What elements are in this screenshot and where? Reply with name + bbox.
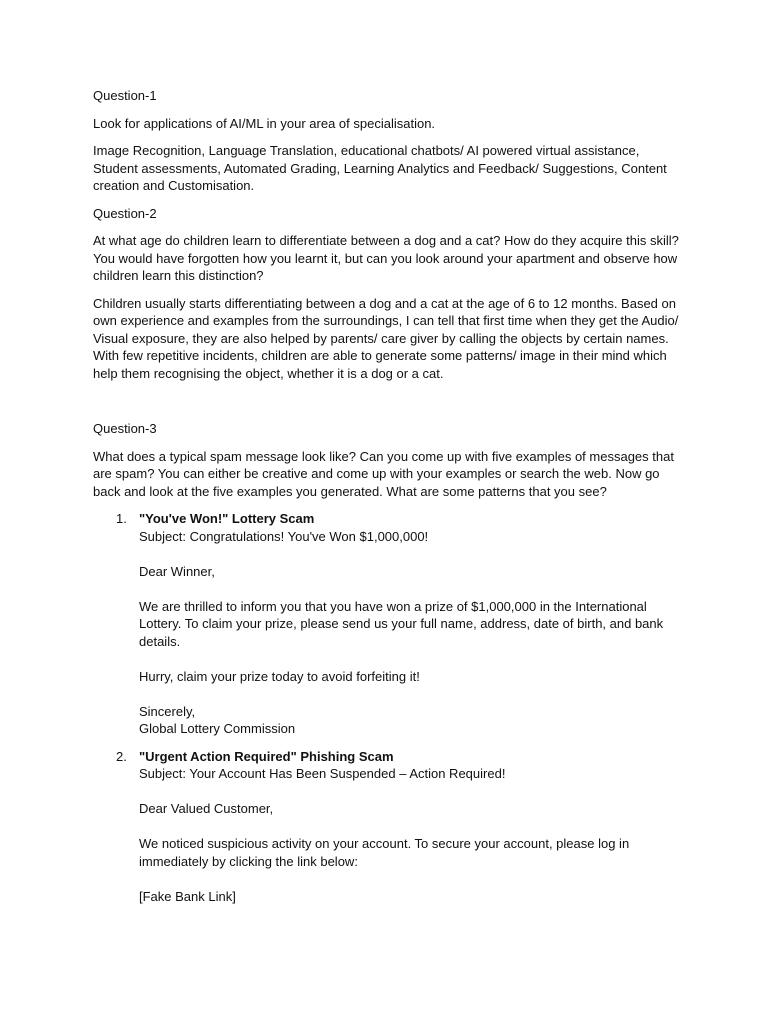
document-page bbox=[93, 87, 683, 915]
email-body: We noticed suspicious activity on your account. To secure your account, please log in immediately by clicking the link below: bbox=[139, 836, 630, 869]
email-subject: Subject: Your Account Has Been Suspended – Action Required! bbox=[139, 766, 506, 781]
email-body: We are thrilled to inform you that you have won a prize of $1,000,000 in the International Lottery. To claim your prize, please send us your full name, address, date of birth, and bank details. bbox=[139, 598, 664, 649]
question-2-heading: Question-2 bbox=[93, 205, 157, 221]
blank-line bbox=[139, 685, 683, 703]
list-item-number: 1. bbox=[116, 511, 127, 526]
question-3-prompt: What does a typical spam message look like? Can you come up with five examples of messages that are spam? You can either be creative and come up with your examples or search the web. Now go back and look at the five examples you generated. What are some patterns that you see? bbox=[93, 448, 674, 499]
question-1-answer: Image Recognition, Language Translation, educational chatbots/ AI powered virtual assistance, Student assessments, Automated Grading, Learning Analytics and Feedback/ Suggestions, Content creation and Customisation. bbox=[93, 143, 667, 193]
section-spacer bbox=[93, 392, 683, 420]
blank-line bbox=[139, 783, 683, 801]
email-subject: Subject: Congratulations! You've Won $1,000,000! bbox=[139, 528, 429, 544]
blank-line bbox=[139, 545, 683, 563]
question-1-prompt: Look for applications of AI/ML in your area of specialisation. bbox=[93, 115, 436, 131]
email-greeting: Dear Valued Customer, bbox=[139, 801, 274, 816]
question-3-heading: Question-3 bbox=[93, 421, 157, 436]
spam-examples-list bbox=[93, 510, 683, 905]
blank-line bbox=[139, 650, 683, 668]
email-signature: Global Lottery Commission bbox=[139, 721, 296, 736]
email-link: [Fake Bank Link] bbox=[139, 888, 236, 904]
list-item bbox=[93, 510, 683, 738]
email-urge: Hurry, claim your prize today to avoid forfeiting it! bbox=[139, 668, 420, 684]
email-closing: Sincerely, bbox=[139, 703, 196, 719]
list-item bbox=[93, 748, 683, 906]
list-item-title: "Urgent Action Required" Phishing Scam bbox=[139, 748, 394, 764]
question-2-answer: Children usually starts differentiating between a dog and a cat at the age of 6 to 12 months. Based on own experience and examples from the surroundings, I can tell that first time when they get the Audio/ Visual exposure, they are also helped by parents/ care giver by calling the objects by certain names. With few repetitive incidents, children are able to generate some patterns/ image in their mind which help them recognising the object, whether it is a dog or a cat. bbox=[93, 295, 679, 381]
blank-line bbox=[139, 818, 683, 836]
question-1-heading: Question-1 bbox=[93, 88, 157, 103]
blank-line bbox=[139, 870, 683, 888]
list-item-number: 2. bbox=[116, 748, 127, 764]
question-2-prompt: At what age do children learn to differentiate between a dog and a cat? How do they acquire this skill? You would have forgotten how you learnt it, but can you look around your apartment and observe how children learn this distinction? bbox=[93, 233, 679, 283]
list-item-title: "You've Won!" Lottery Scam bbox=[139, 511, 315, 526]
blank-line bbox=[139, 580, 683, 598]
email-greeting: Dear Winner, bbox=[139, 563, 215, 579]
